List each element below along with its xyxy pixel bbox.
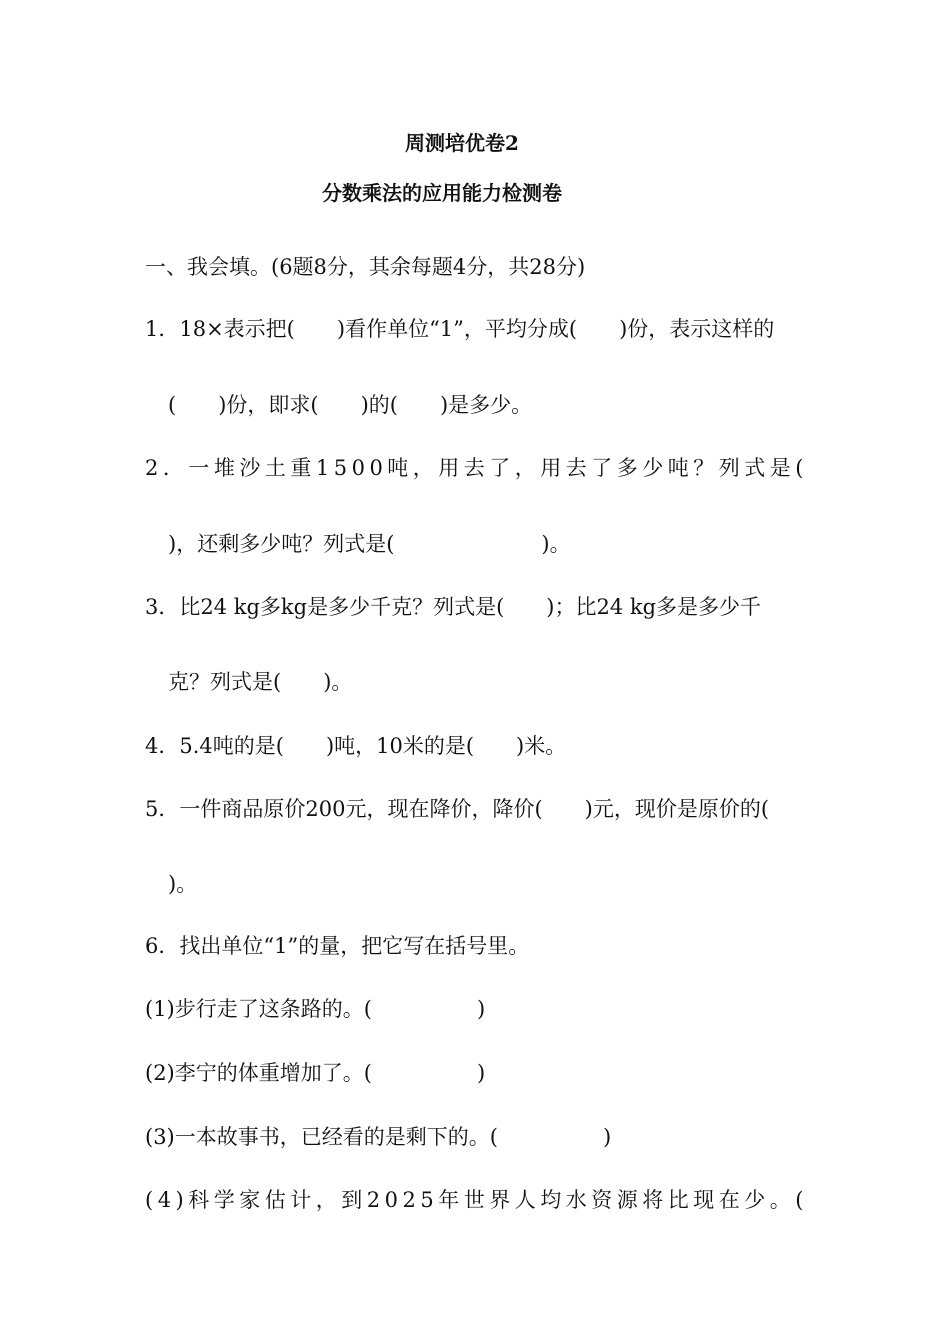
question-5-line-1: 5．一件商品原价200元，现在降价，降价( )元，现价是原价的( xyxy=(145,797,770,821)
question-6-item-4: (4)科学家估计，到2025年世界人均水资源将比现在少。( xyxy=(145,1188,808,1212)
question-6-item-2: (2)李宁的体重增加了。( ) xyxy=(145,1061,486,1085)
question-2-line-1: 2．一堆沙土重1500吨，用去了，用去了多少吨？列式是( xyxy=(145,456,808,480)
question-6-line-1: 6．找出单位“1”的量，把它写在括号里。 xyxy=(145,934,530,958)
page-title: 周测培优卷2 xyxy=(405,131,519,155)
section-heading: 一、我会填。(6题8分，其余每题4分，共28分) xyxy=(145,255,586,279)
question-2-line-2: )，还剩多少吨？列式是( )。 xyxy=(168,532,571,556)
question-6-item-3: (3)一本故事书，已经看的是剩下的。( ) xyxy=(145,1125,612,1149)
question-6-item-1: (1)步行走了这条路的。( ) xyxy=(145,997,486,1021)
question-1-line-1: 1．18×表示把( )看作单位“1”，平均分成( )份，表示这样的 xyxy=(145,317,775,341)
page-subtitle: 分数乘法的应用能力检测卷 xyxy=(322,181,562,205)
question-4-line-1: 4．5.4吨的是( )吨，10米的是( )米。 xyxy=(145,734,567,758)
question-3-line-2: 克？列式是( )。 xyxy=(168,670,353,694)
question-5-line-2: )。 xyxy=(168,872,198,896)
question-3-line-1: 3．比24 kg多kg是多少千克？列式是( )；比24 kg多是多少千 xyxy=(145,595,762,619)
question-1-line-2: ( )份，即求( )的( )是多少。 xyxy=(168,393,533,417)
